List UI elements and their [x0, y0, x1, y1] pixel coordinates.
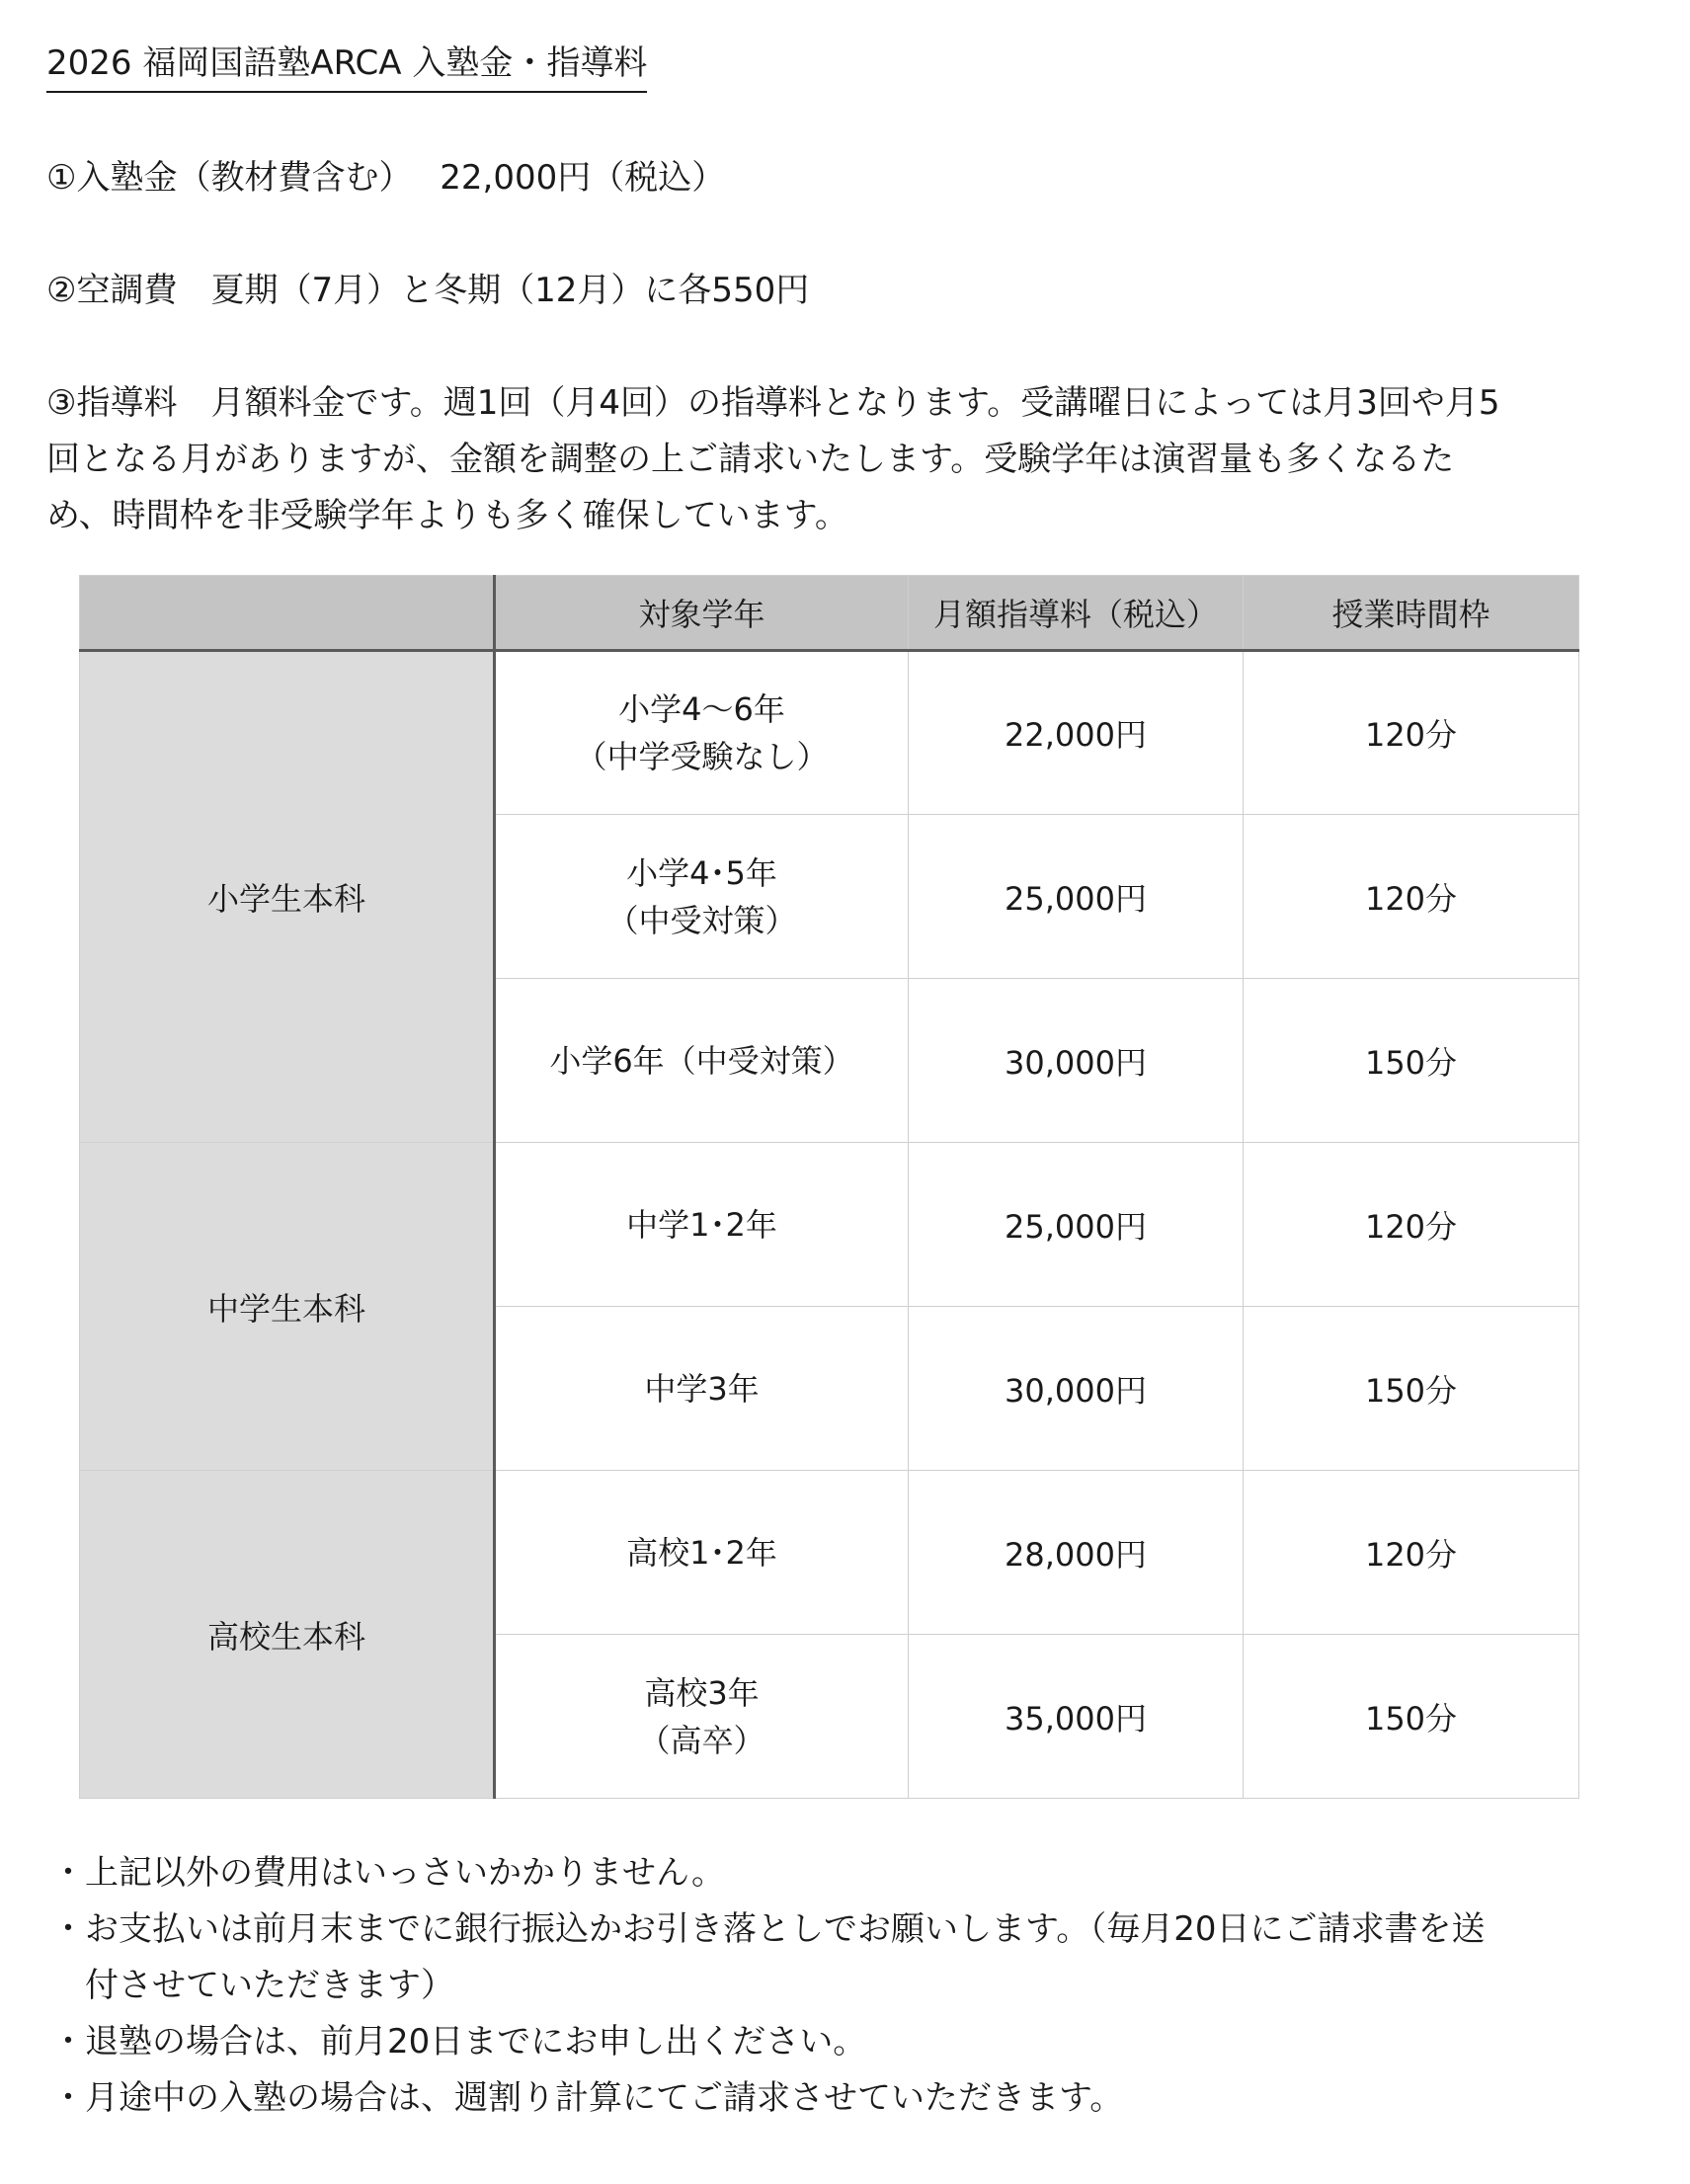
bullet: ・ [51, 1853, 85, 1893]
grade-line: 高校3年 [644, 1673, 760, 1712]
note-text: 付させていただきます） [85, 1966, 454, 2005]
grade-cell [495, 1471, 909, 1635]
table-header-row [80, 576, 1579, 651]
grade-line: 小学4〜6年 [618, 690, 785, 728]
grade-cell [495, 1635, 909, 1799]
time-cell: 150分 [1244, 979, 1579, 1143]
grade-cell [495, 1307, 909, 1471]
fee-cell: 25,000円 [909, 1143, 1244, 1307]
fee-cell: 28,000円 [909, 1471, 1244, 1635]
fee-cell: 22,000円 [909, 651, 1244, 815]
note-item [51, 1845, 1651, 1901]
grade-line: （中学受験なし） [575, 738, 829, 775]
time-cell: 120分 [1244, 815, 1579, 979]
tuition-description [46, 375, 1656, 544]
page-title: 2026 福岡国語塾ARCA 入塾金・指導料 [46, 38, 647, 93]
header-corner [80, 576, 495, 651]
table-row [80, 651, 1579, 815]
grade-line: 小学4･5年 [626, 853, 777, 892]
header-fee: 月額指導料（税込） [909, 576, 1244, 651]
note-text: 退塾の場合は、前月20日までにお申し出ください。 [85, 2022, 867, 2062]
category-elementary: 小学生本科 [80, 651, 495, 1143]
tuition-line: ③指導料 月額料金です。週1回（月4回）の指導料となります。受講曜日によっては月3回や月5 [46, 383, 1500, 423]
note-item [51, 1901, 1651, 2014]
table-row [80, 1143, 1579, 1307]
grade-line: （中受対策） [606, 901, 797, 939]
tuition-line: め、時間枠を非受験学年よりも多く確保しています。 [46, 496, 848, 535]
grade-line: 小学6年（中受対策） [549, 1041, 854, 1080]
fee-cell: 35,000円 [909, 1635, 1244, 1799]
note-item [51, 2014, 1651, 2070]
category-junior-high: 中学生本科 [80, 1143, 495, 1471]
grade-cell [495, 979, 909, 1143]
notes-list [51, 1845, 1651, 2127]
time-cell: 120分 [1244, 651, 1579, 815]
note-item [51, 2070, 1651, 2127]
time-cell: 120分 [1244, 1143, 1579, 1307]
tuition-line: 回となる月がありますが、金額を調整の上ご請求いたします。受験学年は演習量も多くなるた [46, 440, 1455, 479]
fee-cell: 30,000円 [909, 1307, 1244, 1471]
note-text: 上記以外の費用はいっさいかかりません。 [85, 1853, 726, 1893]
time-cell: 120分 [1244, 1471, 1579, 1635]
header-time: 授業時間枠 [1244, 576, 1579, 651]
header-grade: 対象学年 [495, 576, 909, 651]
bullet: ・ [51, 2022, 85, 2062]
grade-line: 高校1･2年 [626, 1533, 777, 1572]
grade-line: 中学1･2年 [626, 1205, 777, 1244]
grade-cell [495, 651, 909, 815]
fee-table [79, 575, 1579, 1799]
entrance-fee-line: ①入塾金（教材費含む） 22,000円（税込） [46, 158, 726, 198]
grade-cell [495, 1143, 909, 1307]
fee-cell: 25,000円 [909, 815, 1244, 979]
bullet: ・ [51, 1909, 85, 1949]
table-row [80, 1471, 1579, 1635]
note-text: 月途中の入塾の場合は、週割り計算にてご請求させていただきます。 [85, 2078, 1124, 2118]
time-cell: 150分 [1244, 1635, 1579, 1799]
category-high-school: 高校生本科 [80, 1471, 495, 1799]
fee-cell: 30,000円 [909, 979, 1244, 1143]
time-cell: 150分 [1244, 1307, 1579, 1471]
bullet: ・ [51, 2078, 85, 2118]
aircon-fee-line: ②空調費 夏期（7月）と冬期（12月）に各550円 [46, 271, 810, 310]
grade-line: 中学3年 [644, 1369, 760, 1408]
grade-line: （高卒） [638, 1721, 765, 1759]
note-text: お支払いは前月末までに銀行振込かお引き落としでお願いします。（毎月20日にご請求書を送 [85, 1909, 1486, 1949]
grade-cell [495, 815, 909, 979]
